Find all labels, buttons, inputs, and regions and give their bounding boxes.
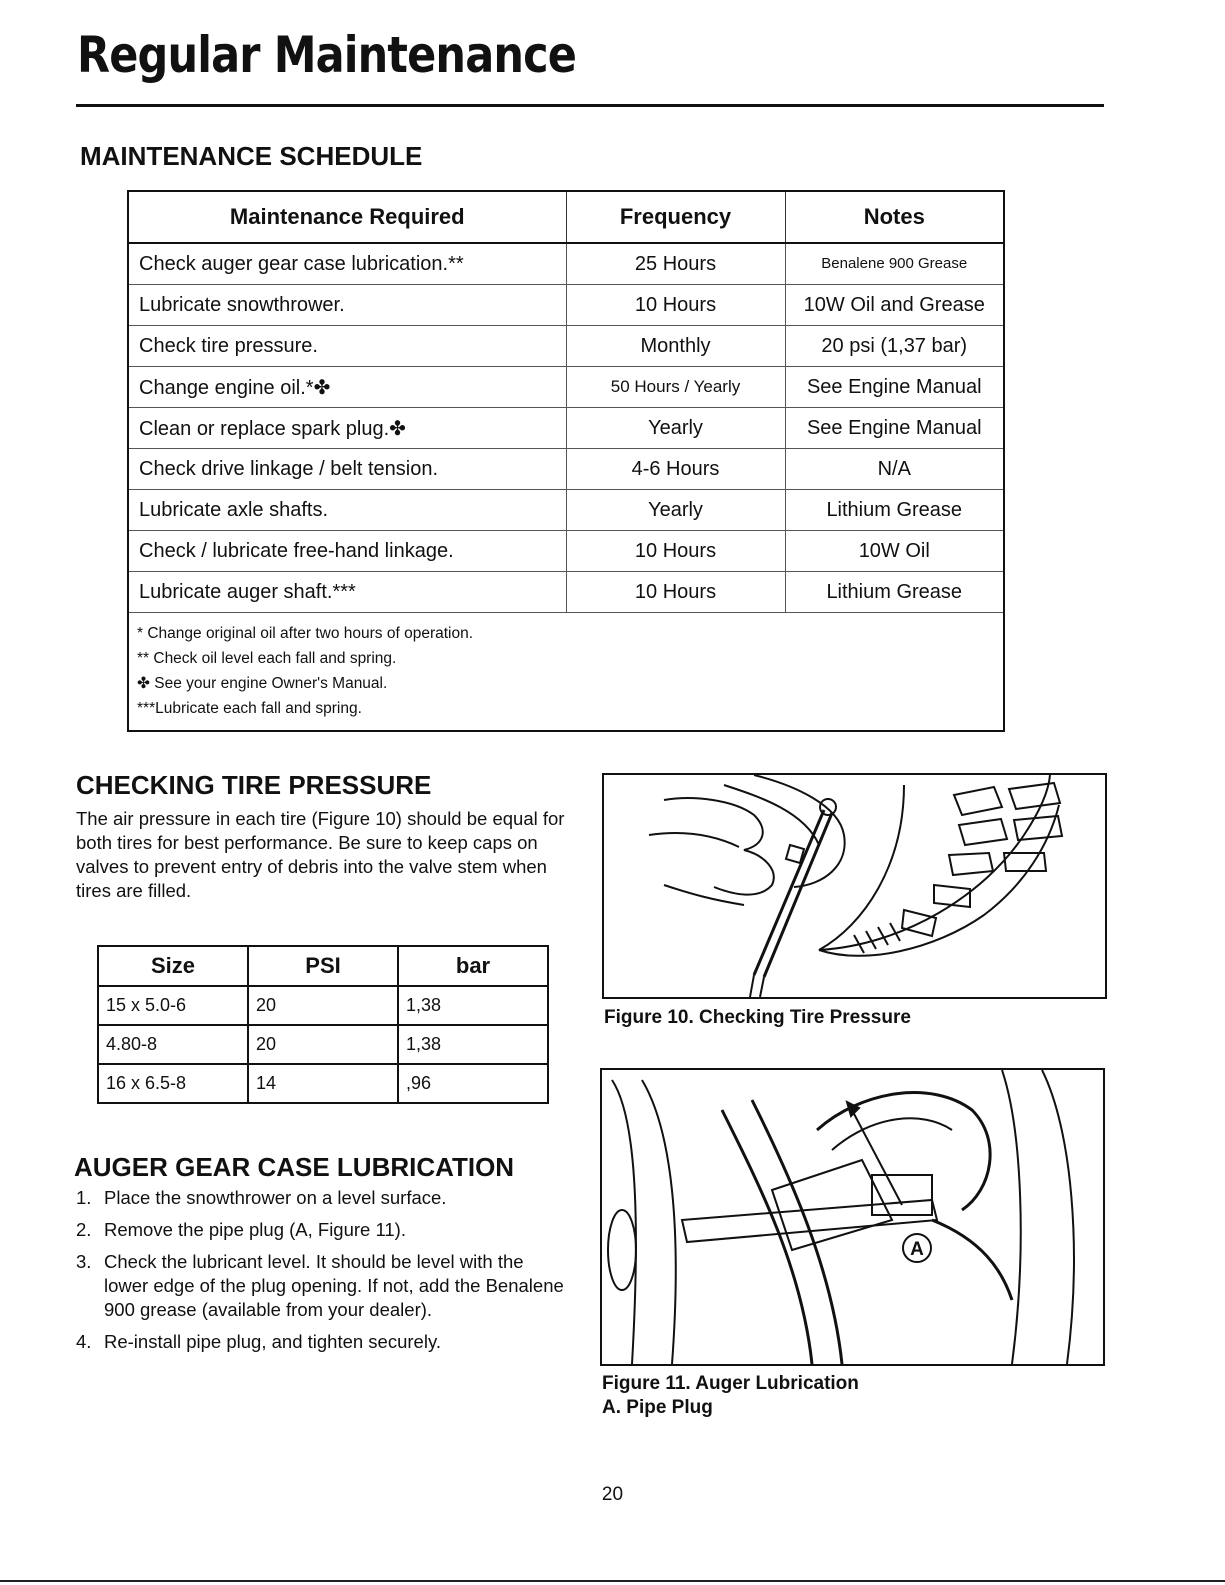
notes-cell: 10W Oil [785, 531, 1003, 572]
table-row [98, 1025, 548, 1064]
notes-cell: See Engine Manual [785, 408, 1003, 449]
step-text: Check the lubricant level. It should be level with the lower edge of the plug opening. If not, add the Benalene 900 grease (available from your dealer). [104, 1251, 564, 1320]
footnote: ***Lubricate each fall and spring. [137, 700, 362, 717]
schedule-footnotes [129, 612, 1003, 721]
notes-cell: 20 psi (1,37 bar) [785, 326, 1003, 367]
frequency-cell: 10 Hours [566, 285, 785, 326]
bar-cell: 1,38 [398, 1025, 548, 1064]
notes-cell: N/A [785, 449, 1003, 490]
pipe-plug-label: A [910, 1239, 924, 1260]
step-text: Remove the pipe plug (A, Figure 11). [104, 1219, 406, 1240]
frequency-cell: Yearly [566, 490, 785, 531]
table-row [129, 531, 1003, 572]
table-row [98, 986, 548, 1025]
psi-cell: 14 [248, 1064, 398, 1103]
frequency-cell: 4-6 Hours [566, 449, 785, 490]
figure-11-legend: A. Pipe Plug [602, 1397, 713, 1418]
table-row [129, 243, 1003, 285]
column-header: bar [398, 946, 548, 986]
list-item [76, 1218, 566, 1242]
size-cell: 16 x 6.5-8 [98, 1064, 248, 1103]
title-rule [76, 104, 1104, 107]
notes-cell: Lithium Grease [785, 490, 1003, 531]
table-row [129, 285, 1003, 326]
task-cell: Lubricate auger shaft.*** [129, 572, 566, 613]
tire-pressure-table [97, 945, 549, 1104]
frequency-cell: 25 Hours [566, 243, 785, 285]
bar-cell: 1,38 [398, 986, 548, 1025]
table-row [129, 490, 1003, 531]
notes-cell: 10W Oil and Grease [785, 285, 1003, 326]
figure-11-title: Figure 11. Auger Lubrication [602, 1373, 859, 1394]
tire-pressure-paragraph: The air pressure in each tire (Figure 10) should be equal for both tires for best performance. Be sure to keep caps on valves to prevent entry of debris into the valve stem when tires are filled. [76, 808, 565, 901]
table-row [129, 367, 1003, 408]
step-number: 4. [76, 1331, 92, 1352]
column-header: Maintenance Required [129, 192, 566, 243]
step-text: Place the snowthrower on a level surface. [104, 1187, 447, 1208]
step-number: 2. [76, 1219, 92, 1240]
column-header: PSI [248, 946, 398, 986]
frequency-cell: Yearly [566, 408, 785, 449]
psi-cell: 20 [248, 1025, 398, 1064]
figure-11-illustration [600, 1068, 1105, 1366]
step-number: 3. [76, 1251, 92, 1272]
task-cell: Change engine oil.*✤ [129, 367, 566, 408]
page-title: Regular Maintenance [77, 26, 577, 84]
table-row [129, 326, 1003, 367]
column-header: Notes [785, 192, 1003, 243]
size-cell: 15 x 5.0-6 [98, 986, 248, 1025]
maintenance-schedule-table [127, 190, 1005, 732]
task-cell: Check auger gear case lubrication.** [139, 252, 464, 275]
notes-cell: See Engine Manual [785, 367, 1003, 408]
frequency-cell: Monthly [566, 326, 785, 367]
maintenance-schedule-heading: MAINTENANCE SCHEDULE [80, 141, 423, 171]
auger-steps-list [76, 1186, 566, 1362]
footnote: ✤ See your engine Owner's Manual. [137, 675, 388, 692]
table-row [129, 449, 1003, 490]
column-header: Frequency [566, 192, 785, 243]
notes-cell: Benalene 900 Grease [785, 243, 1003, 285]
psi-cell: 20 [248, 986, 398, 1025]
figure-10-caption: Figure 10. Checking Tire Pressure [604, 1007, 911, 1028]
figure-10-illustration [602, 773, 1107, 999]
notes-cell: Lithium Grease [785, 572, 1003, 613]
frequency-cell: 10 Hours [566, 531, 785, 572]
step-text: Re-install pipe plug, and tighten securely. [104, 1331, 441, 1352]
auger-lubrication-heading: AUGER GEAR CASE LUBRICATION [74, 1152, 515, 1182]
task-cell: Lubricate axle shafts. [129, 490, 566, 531]
task-cell: Lubricate snowthrower. [129, 285, 566, 326]
tire-pressure-heading: CHECKING TIRE PRESSURE [76, 770, 432, 800]
task-cell: Check / lubricate free-hand linkage. [129, 531, 566, 572]
column-header: Size [98, 946, 248, 986]
list-item [76, 1250, 566, 1322]
table-row [129, 572, 1003, 613]
table-row [129, 408, 1003, 449]
list-item [76, 1186, 566, 1210]
table-row [98, 1064, 548, 1103]
task-cell: Clean or replace spark plug.✤ [129, 408, 566, 449]
footnote: ** Check oil level each fall and spring. [137, 650, 397, 667]
table-header-row [98, 946, 548, 986]
table-header-row [129, 192, 1003, 243]
bar-cell: ,96 [398, 1064, 548, 1103]
figure-11-caption [602, 1372, 859, 1420]
frequency-cell: 50 Hours / Yearly [566, 367, 785, 408]
task-cell: Check drive linkage / belt tension. [129, 449, 566, 490]
footnote: * Change original oil after two hours of operation. [137, 625, 474, 642]
frequency-cell: 10 Hours [566, 572, 785, 613]
page-number: 20 [601, 1484, 624, 1505]
task-cell: Check tire pressure. [129, 326, 566, 367]
page-bottom-rule [0, 1580, 1225, 1582]
step-number: 1. [76, 1187, 92, 1208]
size-cell: 4.80-8 [98, 1025, 248, 1064]
list-item [76, 1330, 566, 1354]
